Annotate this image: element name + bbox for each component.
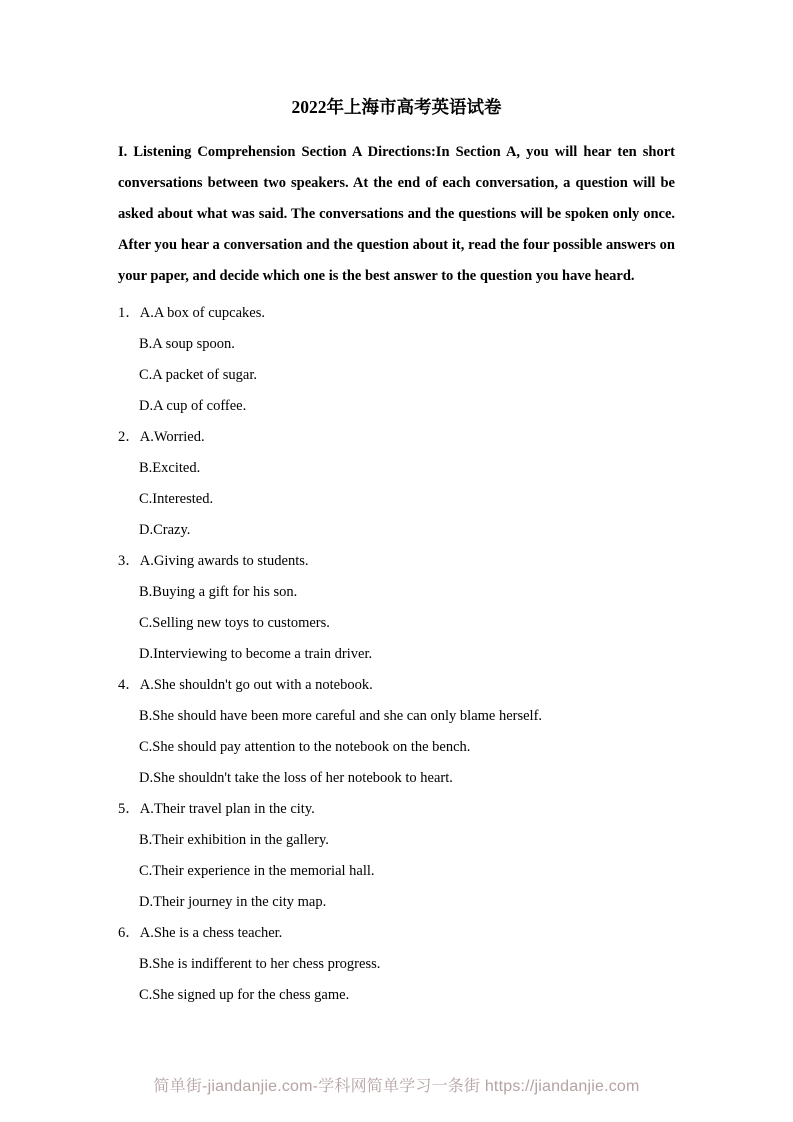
question-option-line: D.Their journey in the city map. <box>139 894 327 910</box>
question-option-line: B.She is indifferent to her chess progress. <box>139 956 381 972</box>
question-number: 2． <box>118 429 140 445</box>
question-block <box>118 918 675 1011</box>
question-number: 5． <box>118 801 140 817</box>
question-number: 3． <box>118 553 140 569</box>
question-first-line <box>118 794 675 825</box>
questions-list <box>118 298 675 1011</box>
option-text: A.She is a chess teacher. <box>139 925 283 941</box>
question-option-line: B.Buying a gift for his son. <box>139 584 298 600</box>
question-option-line: B.She should have been more careful and she can only blame herself. <box>139 708 543 724</box>
question-option-line: D.She shouldn't take the loss of her notebook to heart. <box>139 770 453 786</box>
question-block <box>118 298 675 422</box>
question-block <box>118 670 675 794</box>
option-text: A.She shouldn't go out with a notebook. <box>139 677 373 693</box>
question-first-line <box>118 918 675 949</box>
question-option-line: C.She signed up for the chess game. <box>139 987 350 1003</box>
question-number: 6． <box>118 925 140 941</box>
question-option-line: B.Excited. <box>139 460 201 476</box>
question-first-line <box>118 422 675 453</box>
question-option-line: C.Their experience in the memorial hall. <box>139 863 375 879</box>
question-number: 1． <box>118 305 140 321</box>
option-text: A.Giving awards to students. <box>139 553 309 569</box>
question-option-line: D.A cup of coffee. <box>139 398 247 414</box>
question-option-line: C.Interested. <box>139 491 214 507</box>
question-option-line: B.Their exhibition in the gallery. <box>139 832 329 848</box>
footer-watermark: 简单街-jiandanjie.com-学科网简单学习一条街 https://jiandanjie.com <box>153 1078 640 1095</box>
question-number: 4． <box>118 677 140 693</box>
question-block <box>118 546 675 670</box>
question-option-line: C.A packet of sugar. <box>139 367 257 383</box>
question-block <box>118 422 675 546</box>
question-option-line: D.Interviewing to become a train driver. <box>139 646 373 662</box>
option-text: A.Worried. <box>139 429 205 445</box>
intro-paragraph: I. Listening Comprehension Section A Directions:In Section A, you will hear ten short conversations between two speakers. At the end of each conversation, a question will be asked about what was said. The conversations and the questions will be spoken only once. After you hear a conversation and the question about it, read the four possible answers on your paper, and decide which one is the best answer to the question you have heard. <box>118 144 675 284</box>
question-first-line <box>118 546 675 577</box>
question-first-line <box>118 298 675 329</box>
question-block <box>118 794 675 918</box>
question-option-line: C.She should pay attention to the notebook on the bench. <box>139 739 471 755</box>
question-option-line: D.Crazy. <box>139 522 191 538</box>
question-option-line: B.A soup spoon. <box>139 336 235 352</box>
option-text: A.A box of cupcakes. <box>139 305 265 321</box>
option-text: A.Their travel plan in the city. <box>139 801 315 817</box>
question-option-line: C.Selling new toys to customers. <box>139 615 330 631</box>
page-title: 2022年上海市高考英语试卷 <box>291 97 502 117</box>
question-first-line <box>118 670 675 701</box>
